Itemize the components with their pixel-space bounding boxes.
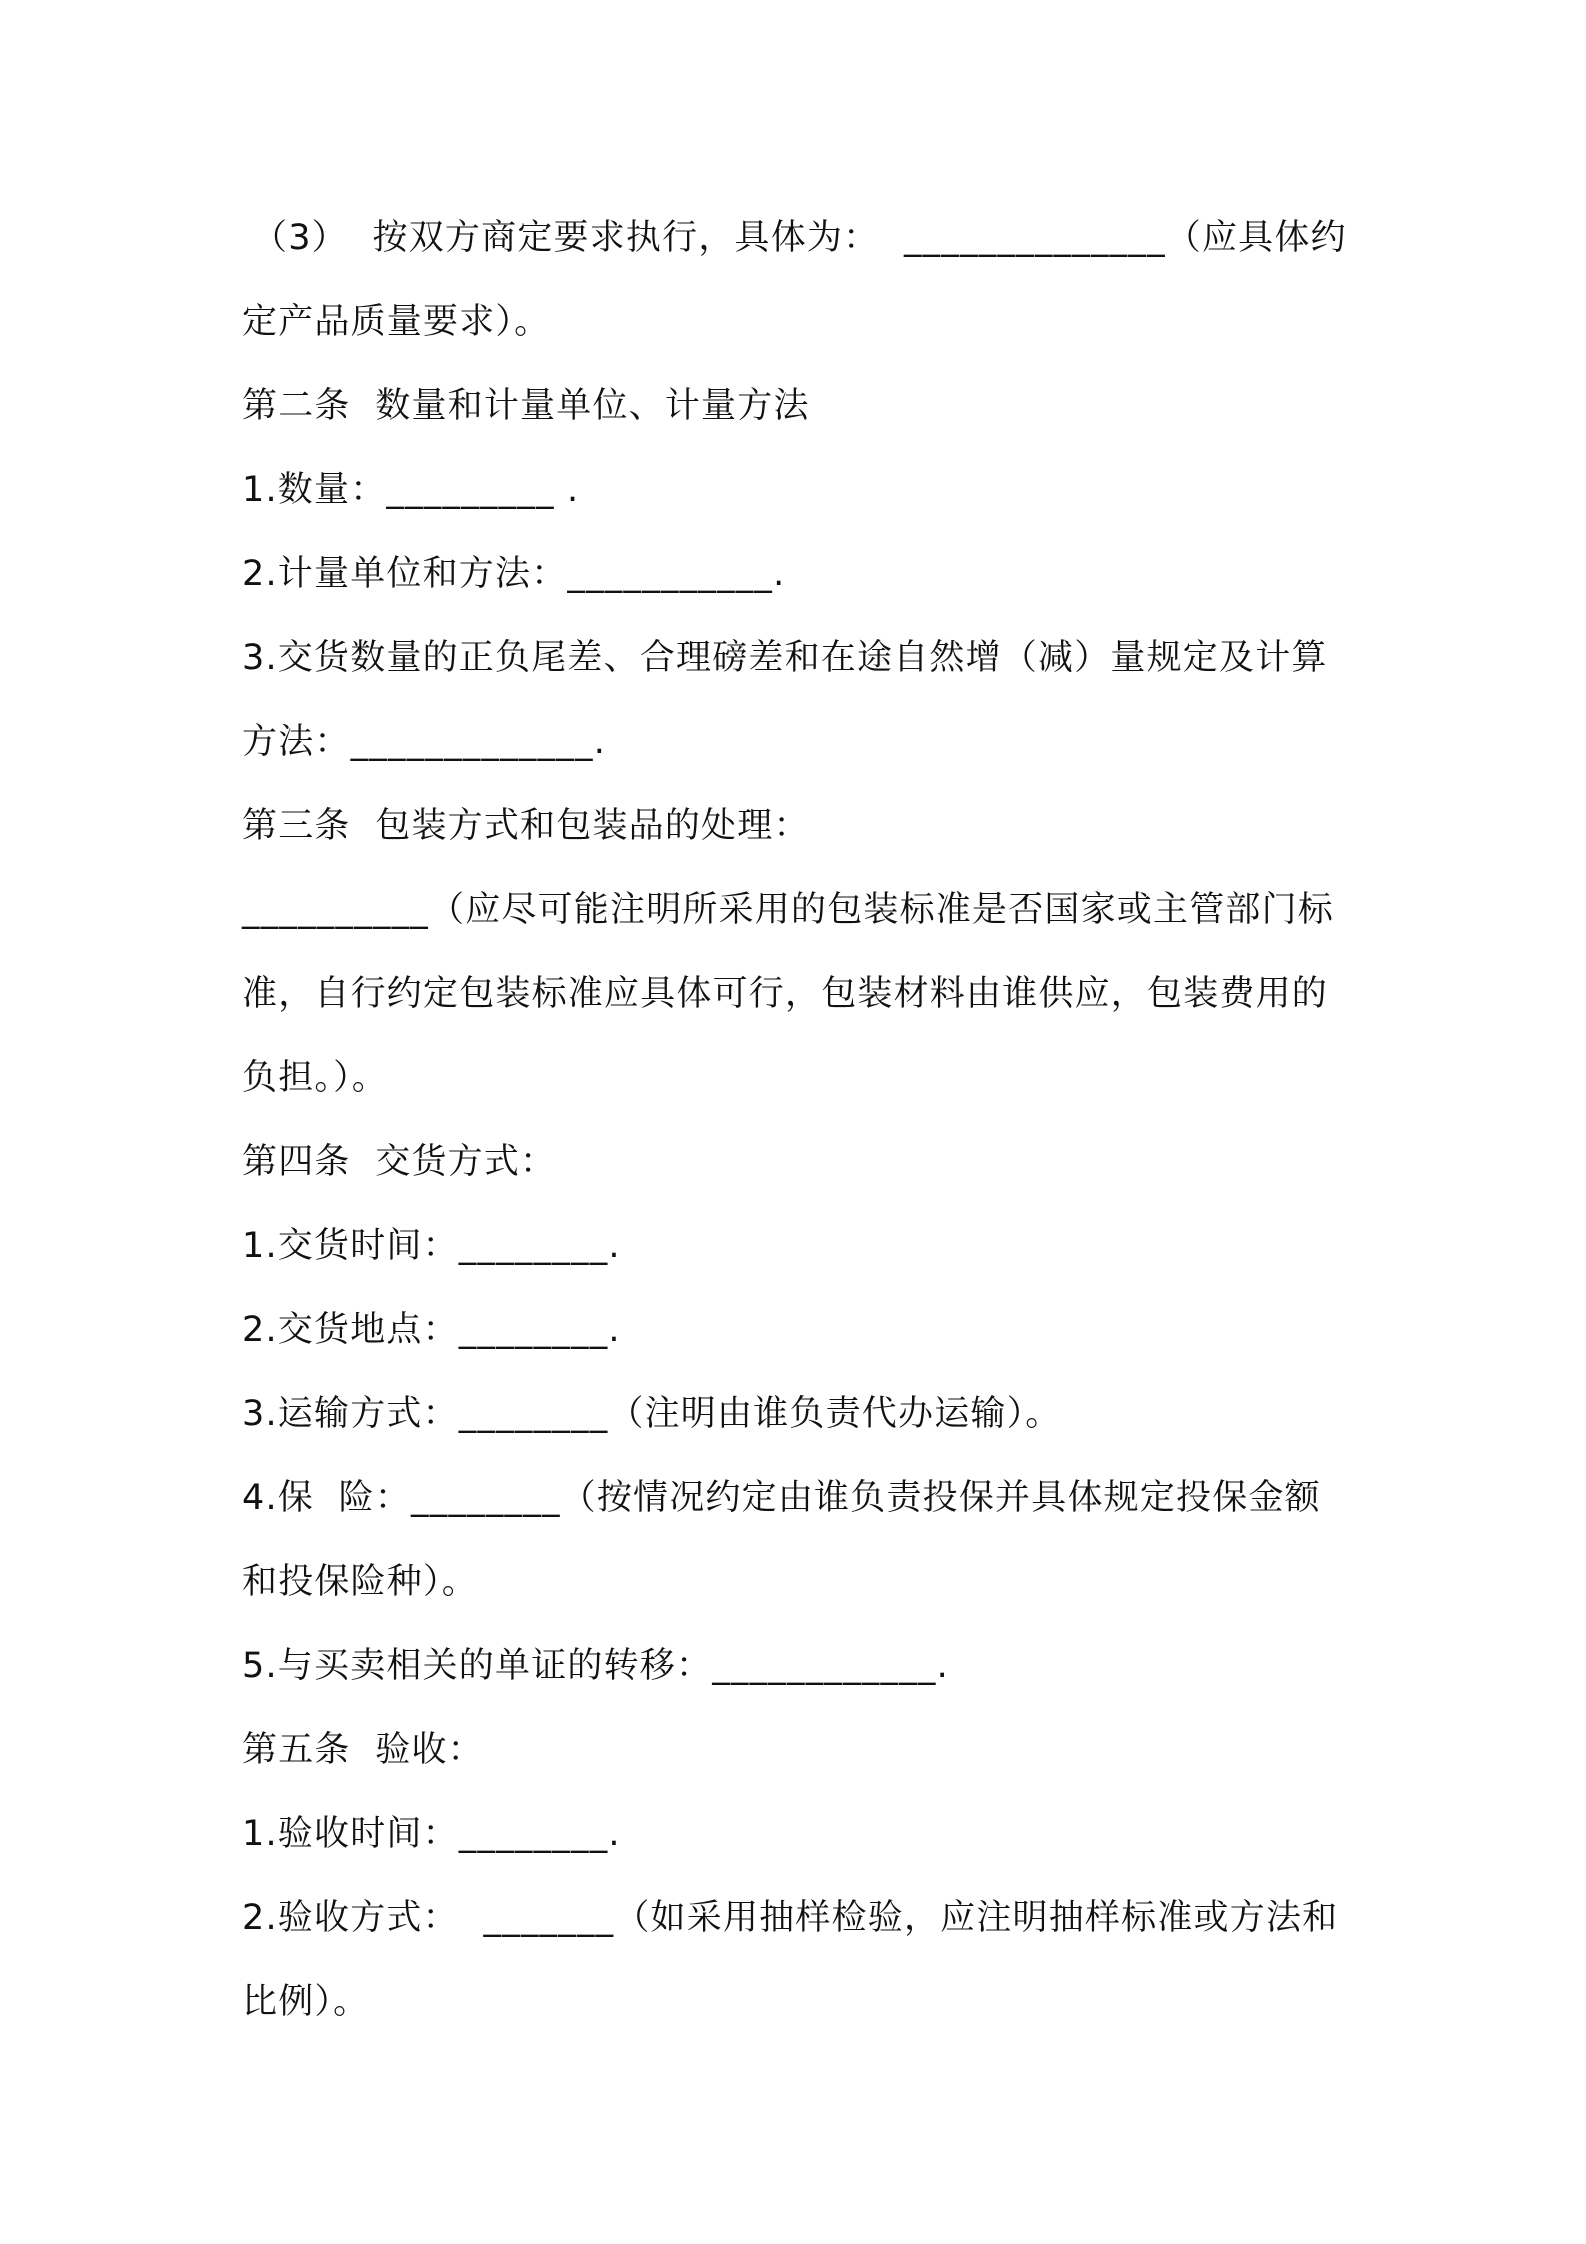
tolerance-line-2: 方法：_____________. (242, 722, 607, 762)
delivery-place-line: 2.交货地点：________. (242, 1310, 621, 1350)
insurance-line-2: 和投保险种）。 (242, 1562, 478, 1602)
article-4-heading: 第四条 交货方式： (242, 1142, 557, 1182)
packaging-line-1: __________（应尽可能注明所采用的包装标准是否国家或主管部门标 (242, 890, 1335, 930)
documents-transfer-line: 5.与买卖相关的单证的转移：____________. (242, 1646, 949, 1686)
inspection-method-line-2: 比例）。 (242, 1982, 370, 2022)
tolerance-line-1: 3.交货数量的正负尾差、合理磅差和在途自然增（减）量规定及计算 (242, 638, 1328, 678)
article-5-heading: 第五条 验收： (242, 1730, 484, 1770)
quality-clause-line-1: （3） 按双方商定要求执行，具体为： ______________（应具体约 (252, 218, 1347, 258)
article-3-heading: 第三条 包装方式和包装品的处理： (242, 806, 810, 846)
insurance-line-1: 4.保 险：________（按情况约定由谁负责投保并具体规定投保金额 (242, 1478, 1321, 1518)
quantity-line: 1.数量：_________ . (242, 470, 580, 510)
transport-method-line: 3.运输方式：________（注明由谁负责代办运输）。 (242, 1394, 1062, 1434)
delivery-time-line: 1.交货时间：________. (242, 1226, 621, 1266)
inspection-method-line-1: 2.验收方式： _______（如采用抽样检验，应注明抽样标准或方法和 (242, 1898, 1339, 1938)
packaging-line-2: 准，自行约定包装标准应具体可行，包装材料由谁供应，包装费用的 (242, 974, 1329, 1014)
inspection-time-line: 1.验收时间：________. (242, 1814, 621, 1854)
document-body (242, 196, 1362, 2044)
measurement-unit-line: 2.计量单位和方法：___________. (242, 554, 786, 594)
article-2-heading: 第二条 数量和计量单位、计量方法 (242, 386, 810, 426)
packaging-line-3: 负担。）。 (242, 1058, 389, 1098)
quality-clause-line-2: 定产品质量要求）。 (242, 302, 551, 342)
